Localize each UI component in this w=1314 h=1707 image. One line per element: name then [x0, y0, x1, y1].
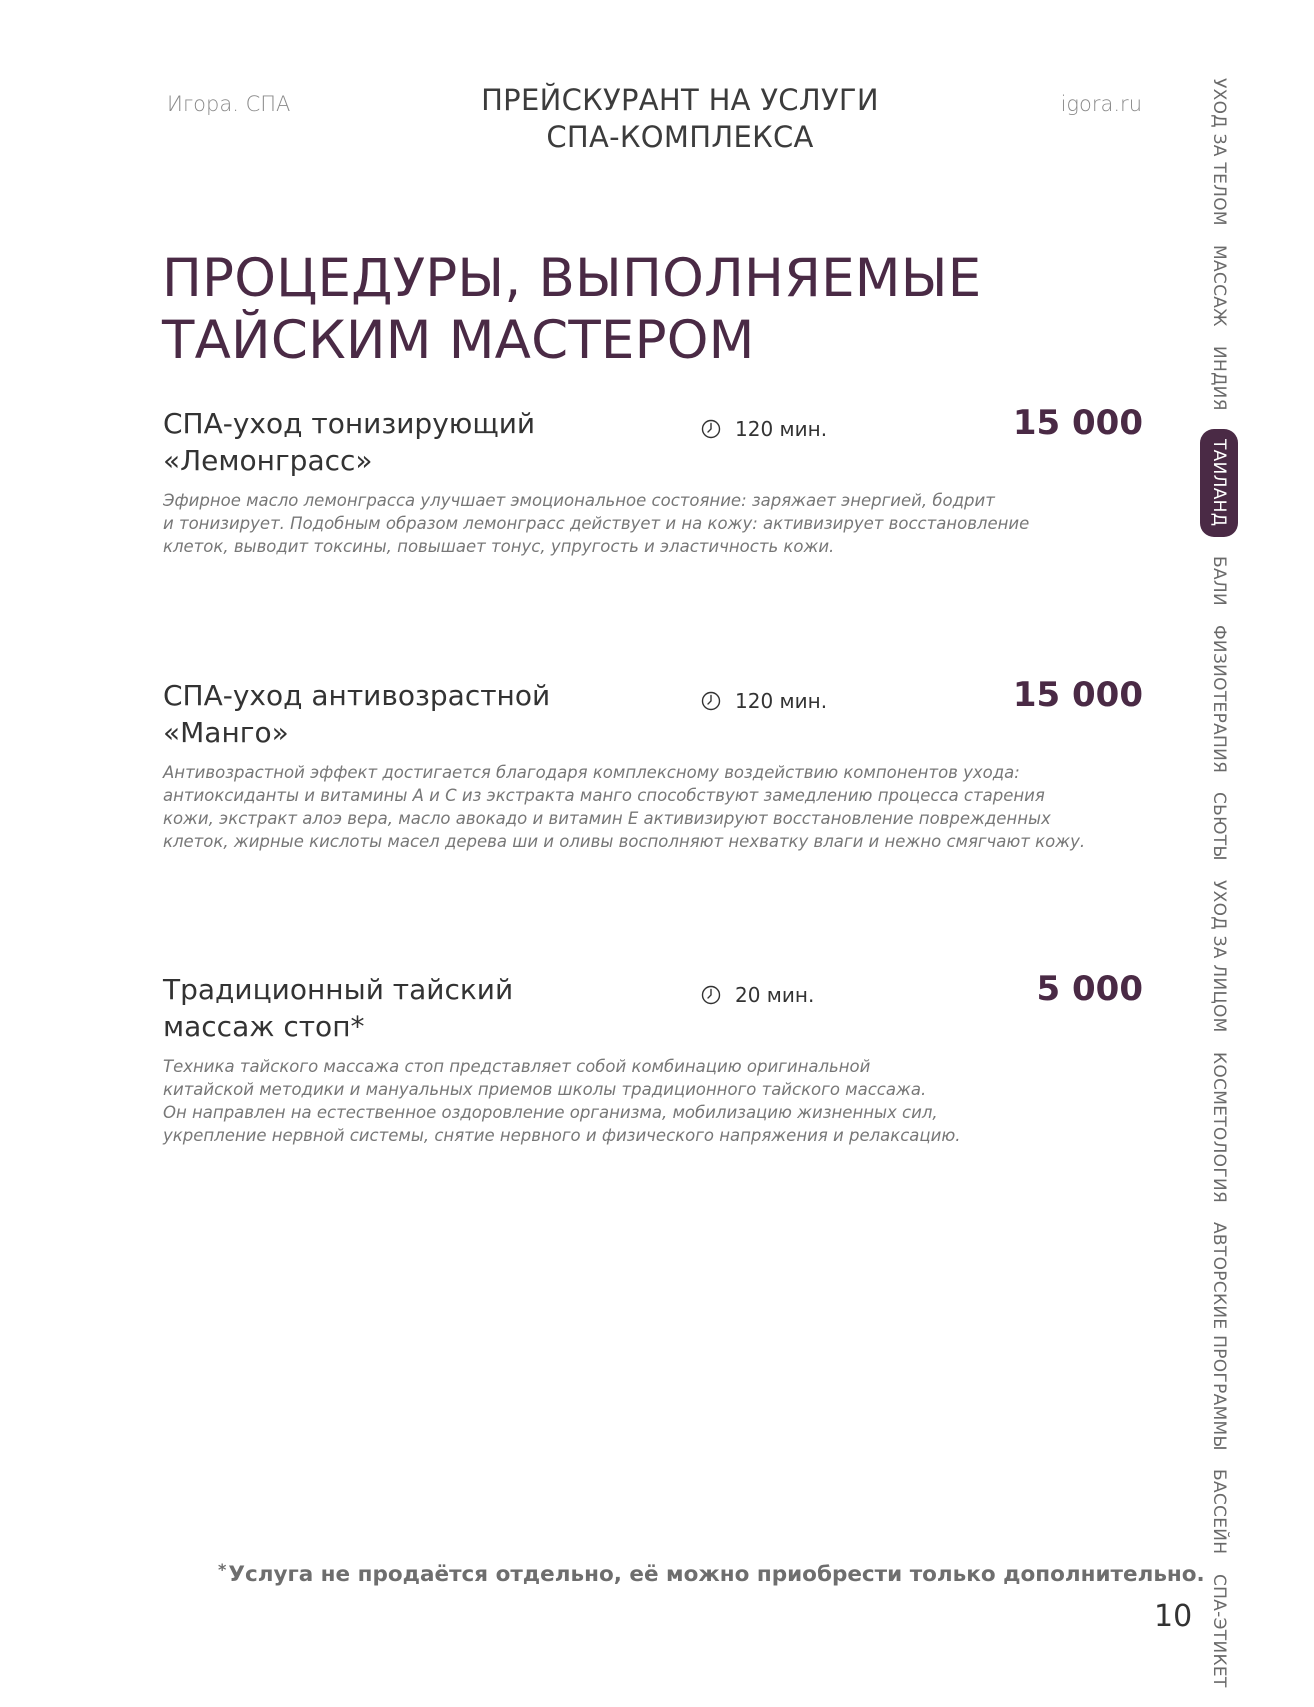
footnote-text: Услуга не продаётся отдельно, её можно приобрести только дополнительно.: [228, 1562, 1205, 1587]
sidebar-item-cosmetology[interactable]: КОСМЕТОЛОГИЯ: [1209, 1051, 1229, 1203]
section-sidebar: [1200, 78, 1238, 1688]
section-title: [162, 248, 981, 372]
desc-line: кожи, экстракт алоэ вера, масло авокадо и витамин Е активизируют восстановление поврежденных: [163, 809, 1051, 828]
duration-value: 20 мин.: [735, 983, 815, 1007]
service-duration: [701, 689, 827, 713]
duration-value: 120 мин.: [735, 417, 828, 441]
desc-line: клеток, жирные кислоты масел дерева ши и оливы восполняют нехватку влаги и нежно смягчают кожу.: [163, 832, 1086, 851]
sidebar-item-suites[interactable]: СЬЮТЫ: [1209, 792, 1229, 861]
desc-line: Эфирное масло лемонграсса улучшает эмоциональное состояние: заряжает энергией, бодрит: [163, 491, 995, 510]
header-title-line1: ПРЕЙСКУРАНТ НА УСЛУГИ: [481, 83, 879, 117]
service-duration: [701, 417, 827, 441]
service-name-line1: Традиционный тайский: [163, 973, 514, 1006]
header-title-line2: СПА-КОМПЛЕКСА: [546, 120, 814, 154]
sidebar-item-bali[interactable]: БАЛИ: [1209, 555, 1229, 606]
service-description: [163, 761, 1086, 853]
desc-line: антиоксиданты и витамины А и С из экстракта манго способствуют замедлению процесса старения: [163, 786, 1045, 805]
sidebar-item-face-care[interactable]: УХОД ЗА ЛИЦОМ: [1209, 879, 1229, 1033]
desc-line: Техника тайского массажа стоп представляет собой комбинацию оригинальной: [163, 1057, 871, 1076]
service-name: [163, 971, 513, 1045]
section-title-line2: ТАЙСКИМ МАСТЕРОМ: [162, 310, 755, 371]
footnote: [218, 1560, 1205, 1587]
sidebar-item-pool[interactable]: БАССЕЙН: [1209, 1469, 1229, 1555]
service-name: [163, 677, 550, 751]
service-duration: [701, 983, 814, 1007]
service-price: 15 000: [1012, 403, 1143, 443]
sidebar-item-massage[interactable]: МАССАЖ: [1209, 244, 1229, 327]
service-name-line2: массаж стоп*: [163, 1010, 365, 1043]
service-name-line2: «Манго»: [163, 716, 289, 749]
service-name-line1: СПА-уход антивозрастной: [163, 679, 551, 712]
service-description: [163, 1055, 1063, 1147]
desc-line: Антивозрастной эффект достигается благодаря комплексному воздействию компонентов ухода:: [163, 763, 1020, 782]
service-price: 15 000: [1012, 675, 1143, 715]
page-number: 10: [1154, 1599, 1193, 1634]
sidebar-item-spa-etiquette[interactable]: СПА-ЭТИКЕТ: [1209, 1573, 1229, 1688]
service-description: [163, 489, 1063, 558]
service-name-line1: СПА-уход тонизирующий: [163, 407, 536, 440]
sidebar-item-author-programs[interactable]: АВТОРСКИЕ ПРОГРАММЫ: [1209, 1221, 1229, 1451]
desc-line: китайской методики и мануальных приемов школы традиционного тайского массажа.: [163, 1080, 927, 1099]
service-name-line2: «Лемонграсс»: [163, 444, 373, 477]
service-name: [163, 405, 535, 479]
clock-icon: [701, 985, 721, 1005]
desc-line: и тонизирует. Подобным образом лемонграсс действует и на кожу: активизирует восстановление: [163, 514, 1030, 533]
desc-line: укрепление нервной системы, снятие нервного и физического напряжения и релаксацию.: [163, 1126, 961, 1145]
brand-label: Игора. СПА: [167, 92, 291, 116]
duration-value: 120 мин.: [735, 689, 828, 713]
clock-icon: [701, 691, 721, 711]
service-price: 5 000: [1036, 969, 1143, 1009]
sidebar-item-thailand[interactable]: ТАИЛАНД: [1200, 429, 1238, 536]
desc-line: Он направлен на естественное оздоровление организма, мобилизацию жизненных сил,: [163, 1103, 938, 1122]
site-link[interactable]: igora.ru: [1060, 92, 1142, 116]
sidebar-item-india[interactable]: ИНДИЯ: [1209, 345, 1229, 411]
footnote-mark: *: [218, 1560, 227, 1579]
clock-icon: [701, 419, 721, 439]
desc-line: клеток, выводит токсины, повышает тонус, упругость и эластичность кожи.: [163, 537, 835, 556]
page-header-title: [440, 82, 920, 156]
sidebar-item-body-care[interactable]: УХОД ЗА ТЕЛОМ: [1209, 78, 1229, 226]
section-title-line1: ПРОЦЕДУРЫ, ВЫПОЛНЯЕМЫЕ: [162, 248, 982, 309]
sidebar-item-physiotherapy[interactable]: ФИЗИОТЕРАПИЯ: [1209, 624, 1229, 774]
